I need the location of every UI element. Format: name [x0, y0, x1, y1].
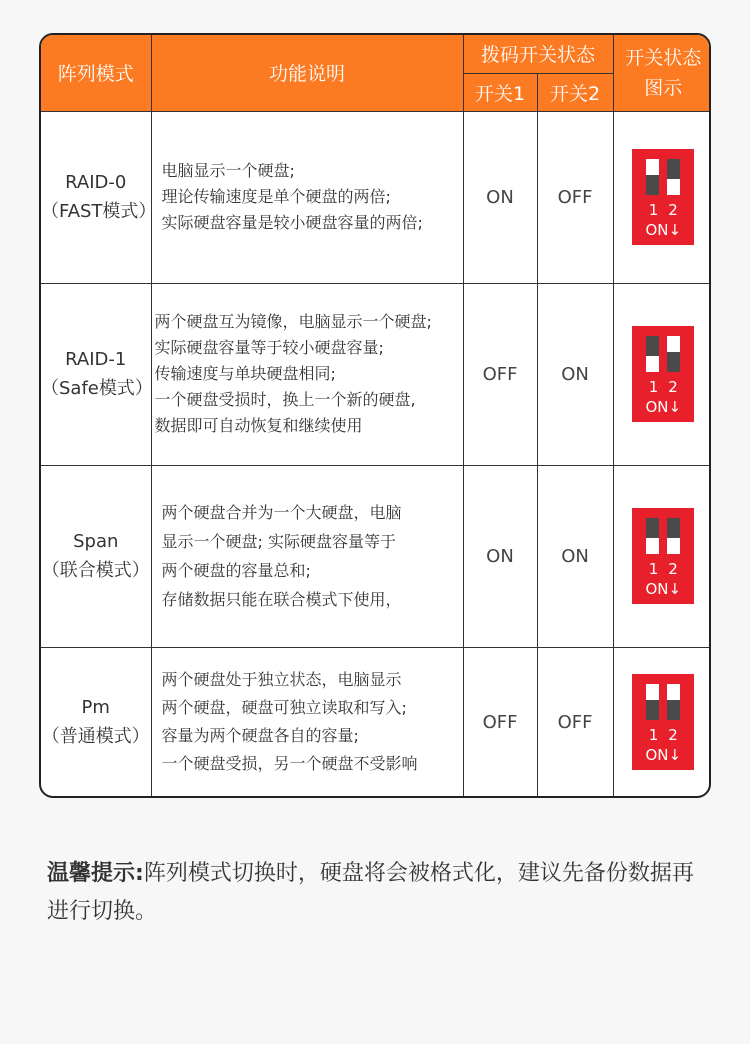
switch1-state: ON	[463, 111, 537, 283]
description-line: 两个硬盘，硬盘可独立读取和写入;	[161, 698, 407, 718]
dip-switch-icon	[632, 326, 694, 422]
description-line: 理论传输速度是单个硬盘的两倍;	[161, 187, 391, 207]
dip-numbers: 12	[648, 201, 688, 220]
dip-slot-1	[646, 159, 659, 195]
header-figure-line1: 开关状态	[625, 46, 702, 69]
description-line: 两个硬盘合并为一个大硬盘，电脑	[161, 503, 402, 523]
description-line: 电脑显示一个硬盘;	[161, 161, 295, 181]
dip-knob-1	[646, 684, 659, 700]
header-dip-status: 拨码开关状态	[463, 35, 613, 73]
header-figure-line2: 图示	[644, 76, 683, 99]
header-switch1: 开关1	[463, 73, 537, 111]
description-cell	[151, 111, 463, 283]
mode-subtitle: （FAST模式）	[41, 201, 157, 223]
description-line: 容量为两个硬盘各自的容量;	[161, 726, 359, 746]
switch1-state: ON	[463, 465, 537, 647]
description-line: 显示一个硬盘; 实际硬盘容量等于	[161, 532, 396, 552]
dip-figure-cell	[613, 465, 711, 647]
dip-figure-cell	[613, 648, 711, 796]
dip-slot-2	[667, 159, 680, 195]
dip-knob-2	[667, 336, 680, 352]
dip-slot-2	[667, 336, 680, 372]
dip-numbers: 12	[648, 726, 688, 745]
tip-label: 温馨提示:	[47, 861, 144, 886]
description-line: 两个硬盘处于独立状态，电脑显示	[161, 670, 402, 690]
dip-knob-1	[646, 159, 659, 175]
table-row	[41, 465, 711, 647]
mode-subtitle: （普通模式）	[41, 726, 150, 748]
switch1-state: OFF	[463, 648, 537, 796]
switch2-state: ON	[537, 465, 613, 647]
dip-switch-icon	[632, 508, 694, 604]
dip-switch-icon	[632, 149, 694, 245]
dip-slot-1	[646, 684, 659, 720]
dip-slot-1	[646, 336, 659, 372]
description-cell	[151, 648, 463, 796]
description-line: 两个硬盘的容量总和;	[161, 561, 311, 581]
description-cell	[151, 465, 463, 647]
switch2-state: ON	[537, 284, 613, 465]
mode-name: RAID-1	[65, 349, 127, 371]
mode-name: Span	[73, 531, 119, 553]
description-line: 数据即可自动恢复和继续使用	[154, 416, 363, 436]
dip-on-label: ON↓	[645, 580, 682, 599]
header-row-1	[41, 35, 711, 73]
mode-table	[41, 35, 711, 796]
dip-figure-cell	[613, 111, 711, 283]
dip-slot-2	[667, 518, 680, 554]
dip-figure-cell	[613, 284, 711, 465]
mode-subtitle: （联合模式）	[41, 560, 150, 582]
header-switch2: 开关2	[537, 73, 613, 111]
table-row	[41, 284, 711, 465]
tip-text: 阵列模式切换时，硬盘将会被格式化，建议先备份数据再进行切换。	[47, 861, 694, 924]
mode-subtitle: （Safe模式）	[41, 378, 153, 400]
dip-slot-1	[646, 518, 659, 554]
dip-numbers: 12	[648, 378, 688, 397]
dip-slot-2	[667, 684, 680, 720]
switch1-state: OFF	[463, 284, 537, 465]
description-line: 实际硬盘容量等于较小硬盘容量;	[154, 338, 384, 358]
description-cell	[151, 284, 463, 465]
mode-cell	[41, 111, 157, 283]
dip-on-label: ON↓	[645, 398, 682, 417]
dip-switch-icon	[632, 674, 694, 770]
dip-knob-2	[667, 684, 680, 700]
dip-knob-2	[667, 538, 680, 554]
dip-on-label: ON↓	[645, 221, 682, 240]
table-row	[41, 648, 711, 796]
mode-name: RAID-0	[65, 172, 127, 194]
dip-knob-1	[646, 538, 659, 554]
dip-knob-2	[667, 179, 680, 195]
description-line: 传输速度与单块硬盘相同;	[154, 364, 336, 384]
table-row	[41, 111, 711, 283]
dip-on-label: ON↓	[645, 746, 682, 765]
description-line: 一个硬盘受损时，换上一个新的硬盘,	[154, 390, 416, 410]
switch2-state: OFF	[537, 648, 613, 796]
switch2-state: OFF	[537, 111, 613, 283]
description-line: 存储数据只能在联合模式下使用，	[161, 590, 402, 610]
dip-numbers: 12	[648, 560, 688, 579]
dip-knob-1	[646, 356, 659, 372]
mode-name: Pm	[81, 697, 110, 719]
raid-mode-table	[39, 33, 711, 798]
header-description: 功能说明	[151, 35, 463, 111]
header-figure	[613, 35, 711, 111]
description-line: 一个硬盘受损，另一个硬盘不受影响	[161, 754, 418, 774]
description-line: 两个硬盘互为镜像，电脑显示一个硬盘;	[154, 312, 432, 332]
warm-tip	[47, 855, 707, 931]
header-mode: 阵列模式	[41, 35, 151, 111]
mode-cell	[41, 284, 151, 465]
mode-cell	[41, 648, 151, 796]
mode-cell	[41, 465, 151, 647]
description-line: 实际硬盘容量是较小硬盘容量的两倍;	[161, 213, 423, 233]
